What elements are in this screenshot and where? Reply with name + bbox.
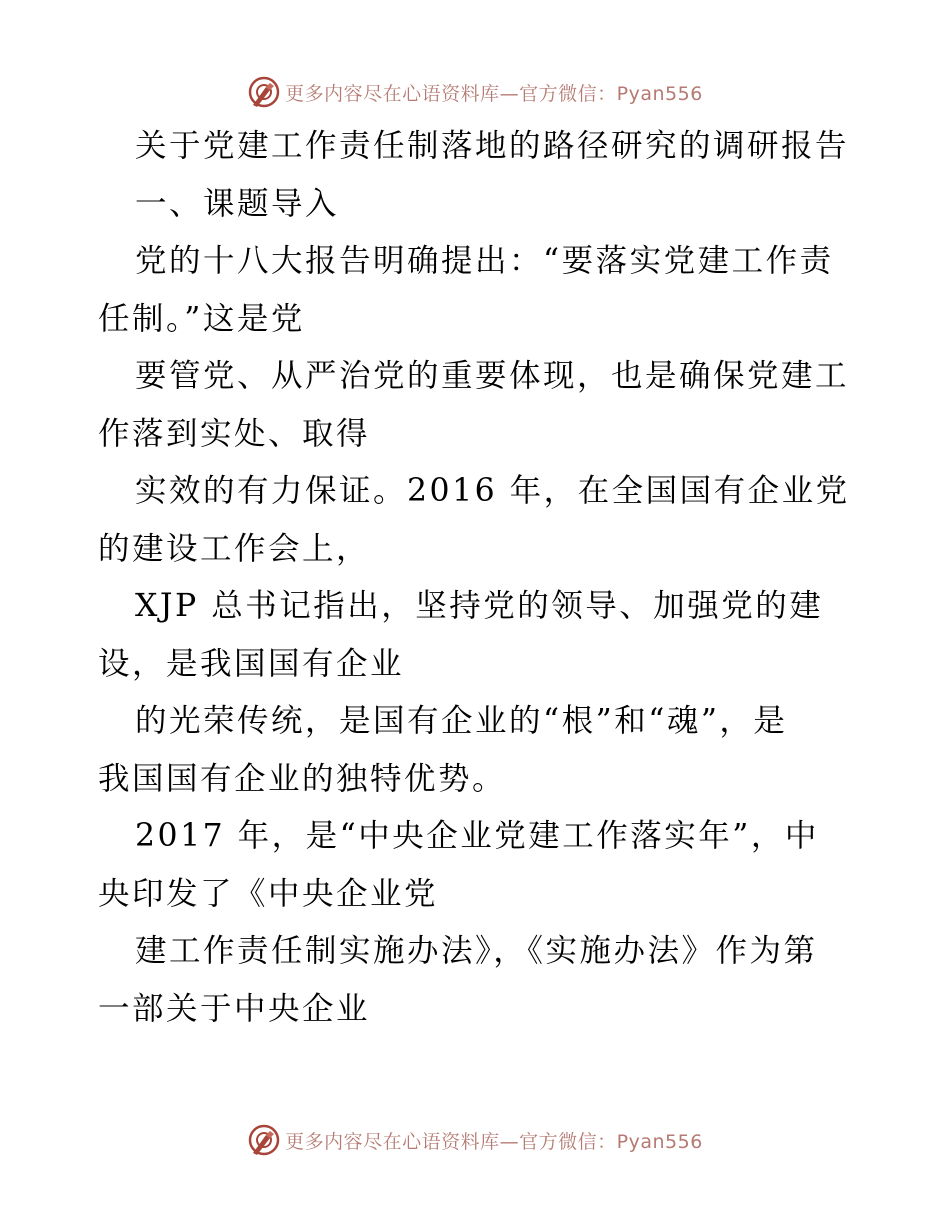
paragraph-line: 要管党、从严治党的重要体现，也是确保党建工 [135, 358, 850, 394]
paragraph-line: XJP 总书记指出，坚持党的领导、加强党的建 [135, 588, 824, 624]
paragraph-line: 建工作责任制实施办法》，《实施办法》作为第 [135, 933, 818, 969]
watermark-text: 更多内容尽在心语资料库—官方微信：Pyan556 [285, 1130, 703, 1153]
paragraph-line: 央印发了《中央企业党 [98, 875, 439, 912]
paragraph-line: 的光荣传统，是国有企业的“根”和“魂”，是 [135, 703, 788, 739]
watermark-text: 更多内容尽在心语资料库—官方微信：Pyan556 [285, 82, 703, 105]
document-body [98, 118, 858, 1038]
paragraph-line: 一部关于中央企业 [98, 990, 371, 1027]
pen-logo-icon [247, 75, 281, 109]
paragraph-line: 实效的有力保证。2016 年，在全国国有企业党 [135, 473, 850, 509]
paragraph-line: 设，是我国国有企业 [98, 645, 405, 682]
paragraph-line: 任制。”这是党 [98, 300, 305, 337]
header-watermark [0, 72, 950, 112]
footer-watermark [0, 1120, 950, 1160]
section-heading: 一、课题导入 [135, 185, 340, 222]
document-title: 关于党建工作责任制落地的路径研究的调研报告 [135, 128, 850, 164]
paragraph-line: 的建设工作会上， [98, 530, 371, 567]
pen-logo-icon [247, 1123, 281, 1157]
paragraph-line: 我国国有企业的独特优势。 [98, 760, 507, 797]
paragraph-line: 作落到实处、取得 [98, 415, 371, 452]
paragraph-line: 党的十八大报告明确提出：“要落实党建工作责 [135, 243, 834, 279]
paragraph-line: 2017 年，是“中央企业党建工作落实年”，中 [135, 818, 819, 854]
